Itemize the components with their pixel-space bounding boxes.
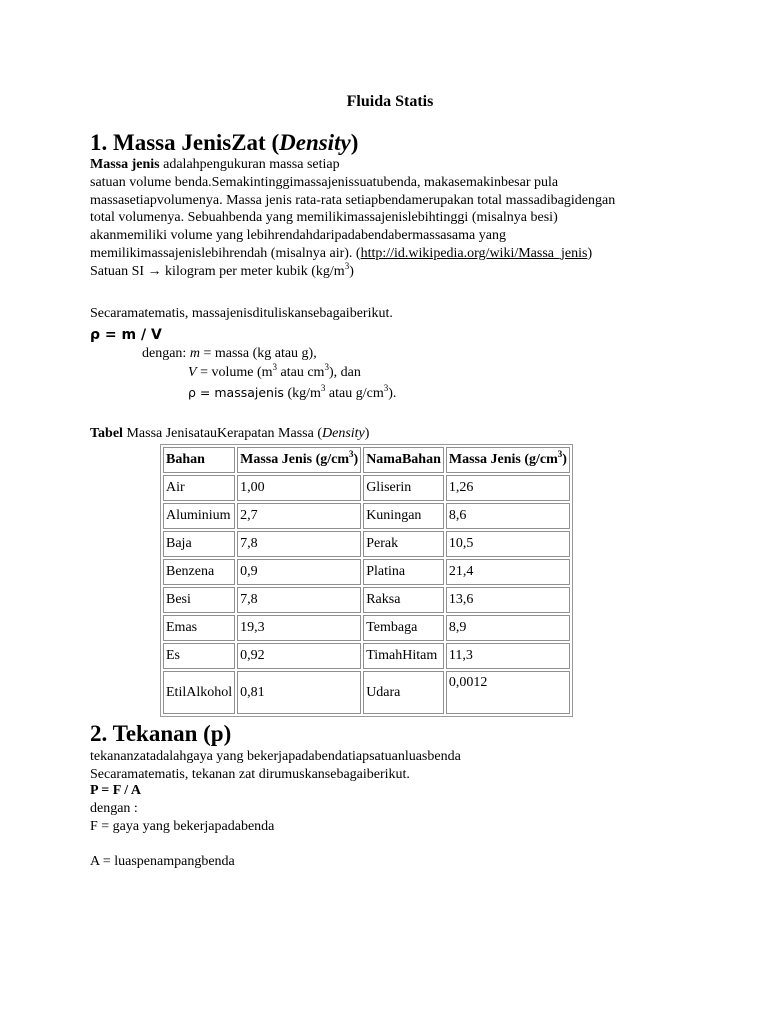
table-row [163,531,570,557]
cell-density: 1,26 [446,475,570,501]
math-intro-text: Secaramatematis, massajenisdituliskansebagaiberikut. [90,306,393,321]
header-nama-bahan: NamaBahan [363,447,444,473]
table-row [163,671,570,714]
section-2-heading: 2. Tekanan (p) [90,721,232,746]
cell-density: 21,4 [446,559,570,585]
cell-material: Raksa [363,587,444,613]
table-row [163,587,570,613]
document-title: Fluida Statis [346,93,434,110]
header-massa-jenis-2: Massa Jenis $(g/cm^3)$ [446,447,570,473]
density-table [160,444,573,717]
table-row [163,559,570,585]
force-definition: F = gaya yang bekerjapadabenda [90,818,275,834]
definition-volume: V = volume ($m^3$ atau $cm^3$), dan [188,362,361,380]
table-row [163,503,570,529]
term-massa-jenis: Massa jenis [90,157,160,172]
area-definition: A = luaspenampangbenda [90,854,235,869]
cell-density: 0,9 [237,559,361,585]
cell-density: 0,0012 [446,671,570,714]
cell-density: 2,7 [237,503,361,529]
density-definition-paragraph: Massa jenis adalahpengukuran massa setiap satuan volume benda.Semakintinggimassajenissuatubenda, makasemakinbesar pula massasetiapvolumenya. Massa jenis rata-rata setiapbendamerupakan total massadibagidengan total volumenya. Sebuahbenda yang memilikimassajenislebihtinggi (misalnya besi) akanmemiliki volume yang lebihrendahdaripadabendabermassasama yang memilikimassajenislebihrendah (misalnya air). (http://id.wikipedia.org/wiki/Massa_jenis) Satuan SI → kilogram per meter kubik $(kg/m^3)$ [90,157,616,279]
cell-material: Benzena [163,559,235,585]
cell-material: Baja [163,531,235,557]
cell-material: Platina [363,559,444,585]
pressure-variables: dengan : F = gaya yang bekerjapadabenda [90,801,275,834]
cell-density: 10,5 [446,531,570,557]
cell-density: 11,3 [446,643,570,669]
cell-material: Emas [163,615,235,641]
section-1-heading: 1. Massa JenisZat (Density) [90,130,359,155]
cell-material: Gliserin [363,475,444,501]
header-bahan: Bahan [163,447,235,473]
pressure-formula: P = F / A [90,783,142,798]
cell-material: Tembaga [363,615,444,641]
cell-material: Perak [363,531,444,557]
cell-density: 1,00 [237,475,361,501]
cell-density: 13,6 [446,587,570,613]
pressure-definition-paragraph: tekananzatadalahgaya yang bekerjapadabendatiapsatuanluasbenda Secaramatematis, tekanan zat dirumuskansebagaiberikut. [90,749,461,782]
table-header-row [163,447,570,473]
cell-material: EtilAlkohol [163,671,235,714]
cell-material: Es [163,643,235,669]
cell-density: 8,6 [446,503,570,529]
cell-density: 19,3 [237,615,361,641]
table-row [163,643,570,669]
header-massa-jenis-1: Massa Jenis $(g/cm^3)$ [237,447,361,473]
cell-material: Besi [163,587,235,613]
definition-mass: dengan: m = massa (kg atau g), [142,346,317,361]
table-caption: Tabel Massa JenisatauKerapatan Massa (Density) [90,426,370,441]
table-row [163,475,570,501]
cell-material: Air [163,475,235,501]
cell-material: Udara [363,671,444,714]
cell-density: 7,8 [237,531,361,557]
density-formula: ρ = m / V [90,327,162,343]
cell-material: Kuningan [363,503,444,529]
si-unit-line: Satuan SI → kilogram per meter kubik $(kg/m^3)$ [90,260,354,279]
cell-density: 0,81 [237,671,361,714]
definition-density: ρ = massajenis ($kg/m^3$ atau $g/cm^3$). [188,383,397,401]
cell-density: 7,8 [237,587,361,613]
wikipedia-link[interactable]: http://id.wikipedia.org/wiki/Massa_jenis [360,245,588,261]
cell-material: Aluminium [163,503,235,529]
cell-density: 8,9 [446,615,570,641]
table-row [163,615,570,641]
cell-material: TimahHitam [363,643,444,669]
cell-density: 0,92 [237,643,361,669]
